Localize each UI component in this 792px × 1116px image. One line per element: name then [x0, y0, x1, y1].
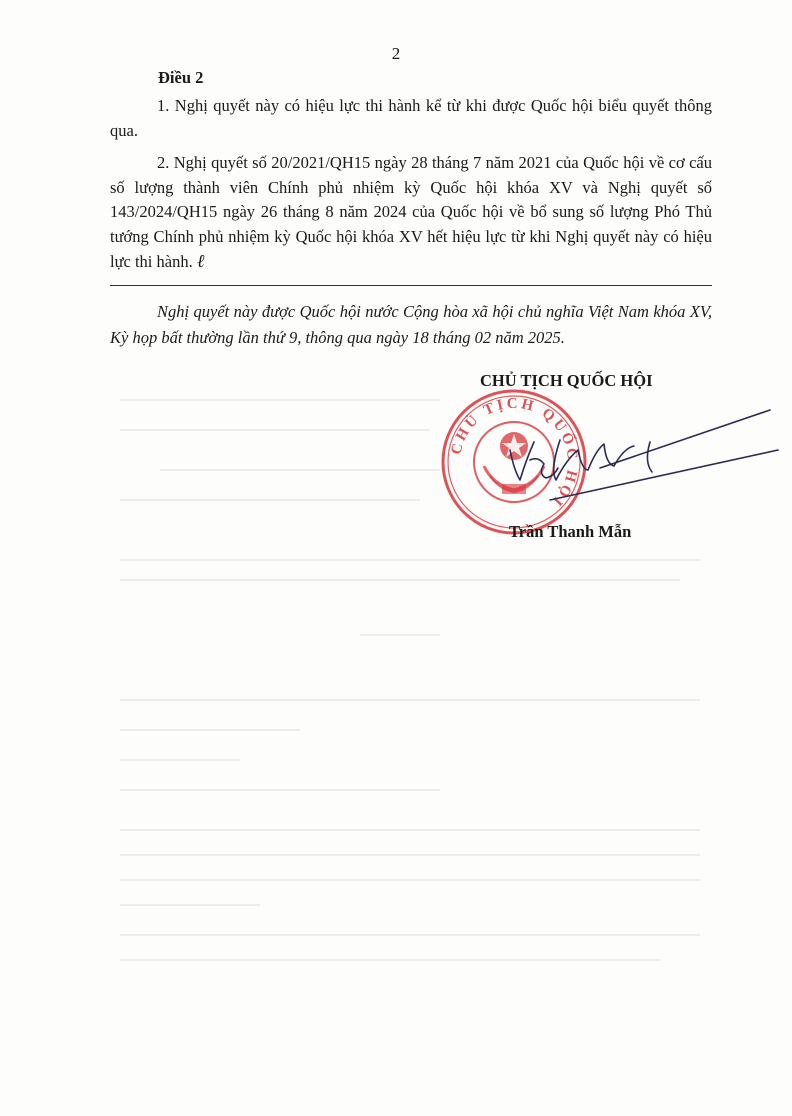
clause-2-text: 2. Nghị quyết số 20/2021/QH15 ngày 28 tháng 7 năm 2021 của Quốc hội về cơ cấu số lượng thành viên Chính phủ nhiệm kỳ Quốc hội khóa XV và Nghị quyết số 143/2024/QH15 ngày 26 tháng 8 năm 2024 của Quốc hội về bổ sung số lượng Phó Thủ tướng Chính phủ nhiệm kỳ Quốc hội khóa XV hết hiệu lực từ khi Nghị quyết này có hiệu lực thi hành.: [110, 153, 712, 271]
seal-text: CHỦ TỊCH QUỐC HỘI: [448, 395, 581, 511]
initial-mark: ℓ: [196, 251, 205, 271]
clause-2: [110, 151, 712, 275]
article-heading: Điều 2: [158, 68, 204, 87]
signer-name: Trần Thanh Mẫn: [509, 522, 632, 541]
page-number: 2: [391, 44, 401, 63]
adoption-note: Nghị quyết này được Quốc hội nước Cộng hòa xã hội chủ nghĩa Việt Nam khóa XV, Kỳ họp bất thường lần thứ 9, thông qua ngày 18 tháng 02 năm 2025.: [110, 302, 712, 347]
clause-1: 1. Nghị quyết này có hiệu lực thi hành kể từ khi được Quốc hội biểu quyết thông qua.: [110, 96, 712, 140]
handwritten-signature: [490, 390, 780, 510]
signature-title: CHỦ TỊCH QUỐC HỘI: [480, 371, 653, 390]
separator-line: [110, 285, 712, 286]
